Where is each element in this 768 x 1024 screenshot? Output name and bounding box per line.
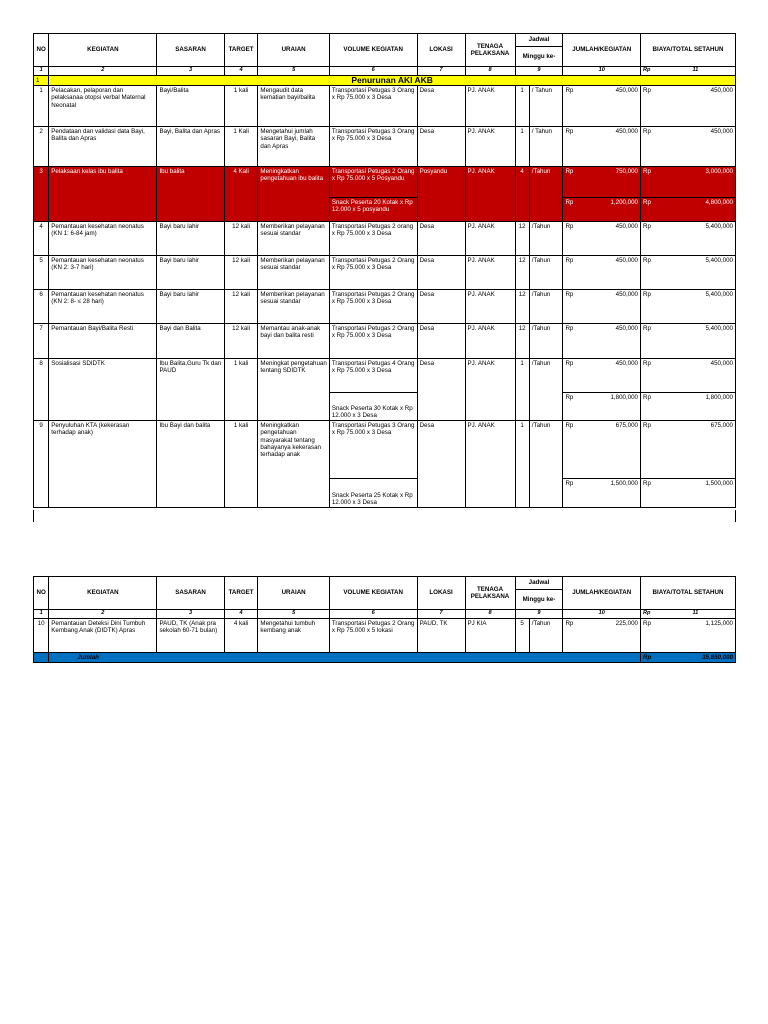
cell-jadwal-count: 5 [515, 619, 529, 653]
cell-rp: Rp [641, 290, 656, 324]
table-row [34, 167, 736, 198]
cell-target: 1 kali [224, 421, 258, 508]
total-label: Jumlah [49, 653, 641, 663]
cell-jumlah: 450,000 [578, 256, 640, 290]
cell-jadwal-unit: /Tahun [529, 324, 563, 359]
section-title: Penurunan AKI AKB [49, 76, 736, 86]
cell-jadwal-count: 1 [515, 421, 529, 508]
header-biaya: BIAYA/TOTAL SETAHUN [641, 577, 736, 610]
index-cell: Rp [641, 67, 656, 76]
cell-tenaga: PJ. ANAK [465, 86, 515, 127]
cell-no: 1 [34, 86, 49, 127]
cell-biaya: 675,000 [656, 421, 736, 479]
index-cell: 4 [224, 610, 258, 619]
table-row [34, 324, 736, 359]
header-lokasi: LOKASI [417, 577, 465, 610]
header-tenaga: TENAGA PELAKSANA [465, 34, 515, 67]
index-cell: Rp [641, 610, 656, 619]
table-row [34, 86, 736, 127]
cell-biaya: 450,000 [656, 86, 736, 127]
cell-jadwal-unit: /Tahun [529, 256, 563, 290]
cell-biaya: 4,800,000 [656, 198, 736, 222]
cell-target: 1 kali [224, 86, 258, 127]
table-border-tail [33, 510, 34, 522]
cell-jumlah: 1,500,000 [578, 479, 640, 508]
table-row [34, 619, 736, 653]
header-uraian: URAIAN [258, 34, 329, 67]
cell-no: 9 [34, 421, 49, 508]
index-cell: 3 [157, 67, 224, 76]
cell-kegiatan: Pendataan dan validasi data Bayi, Balita dan Apras [49, 127, 157, 167]
cell-rp: Rp [641, 256, 656, 290]
section-no: 1 [34, 76, 49, 86]
cell-rp: Rp [563, 222, 578, 256]
cell-rp: Rp [641, 324, 656, 359]
cell-lokasi: Desa [417, 222, 465, 256]
cell-uraian: Meningkat pengetahuan tentang SDIDTK [258, 359, 329, 421]
cell-uraian: Meningkatkan pengetahuan masyarakat tentang bahayanya kekerasan terhadap anak [258, 421, 329, 508]
cell-sasaran: Bayi baru lahir [157, 222, 224, 256]
table-row [34, 222, 736, 256]
index-cell: 2 [49, 67, 157, 76]
cell-rp: Rp [641, 479, 656, 508]
cell-jumlah: 450,000 [578, 324, 640, 359]
cell-uraian: Mengetahui tumbuh kembang anak [258, 619, 329, 653]
cell-tenaga: PJ. ANAK [465, 421, 515, 508]
index-cell: 11 [656, 67, 736, 76]
cell-jumlah: 675,000 [578, 421, 640, 479]
cell-volume: Snack Peserta 20 Kotak x Rp 12.000 x 5 posyandu [329, 198, 417, 222]
index-cell: 7 [417, 610, 465, 619]
cell-jadwal-unit: /Tahun [529, 359, 563, 421]
cell-jadwal-count: 12 [515, 324, 529, 359]
cell-biaya: 3,000,000 [656, 167, 736, 198]
cell-kegiatan: Pemantauan kesehatan neonatus (KN 2: 8- ≤ 28 hari) [49, 290, 157, 324]
cell-rp: Rp [641, 127, 656, 167]
cell-rp: Rp [641, 421, 656, 479]
table-row [34, 421, 736, 479]
cell-uraian: Memberikan pelayanan sesuai standar [258, 290, 329, 324]
cell-uraian: Memberikan pelayanan sesuai standar [258, 222, 329, 256]
cell-jadwal-unit: /Tahun [529, 421, 563, 508]
cell-rp: Rp [563, 421, 578, 479]
index-cell: 2 [49, 610, 157, 619]
index-cell: 3 [157, 610, 224, 619]
cell-target: 1 Kali [224, 127, 258, 167]
cell-volume: Transportasi Petugas 2 orang x Rp 75.000 x 3 Desa [329, 222, 417, 256]
index-cell: 10 [563, 67, 641, 76]
header-minggu: Minggu ke- [515, 47, 563, 67]
header-no: NO [34, 34, 49, 67]
cell-kegiatan: Sosialisasi SDIDTK [49, 359, 157, 421]
index-cell: 10 [563, 610, 641, 619]
cell-volume: Transportasi Petugas 2 Orang x Rp 75.000 x 3 Desa [329, 256, 417, 290]
cell-uraian: Meningkatkan pengetahuan ibu balita [258, 167, 329, 222]
cell-uraian: Memberikan pelayanan sesuai standar [258, 256, 329, 290]
index-cell: 4 [224, 67, 258, 76]
cell-jadwal-unit: /Tahun [529, 167, 563, 222]
cell-lokasi: Desa [417, 421, 465, 508]
cell-lokasi: PAUD, TK [417, 619, 465, 653]
cell-rp: Rp [563, 290, 578, 324]
index-cell: 9 [515, 67, 563, 76]
cell-jumlah: 1,200,000 [578, 198, 640, 222]
header-tenaga: TENAGA PELAKSANA [465, 577, 515, 610]
cell-lokasi: Posyandu [417, 167, 465, 222]
cell-sasaran: Ibu balita [157, 167, 224, 222]
cell-tenaga: PJ. ANAK [465, 359, 515, 421]
cell-biaya: 1,800,000 [656, 393, 736, 421]
cell-jumlah: 225,000 [578, 619, 640, 653]
cell-jumlah: 750,000 [578, 167, 640, 198]
cell-tenaga: PJ. ANAK [465, 256, 515, 290]
index-cell: 6 [329, 67, 417, 76]
cell-rp: Rp [563, 619, 578, 653]
total-row [34, 653, 736, 663]
cell-rp: Rp [641, 198, 656, 222]
cell-no: 2 [34, 127, 49, 167]
cell-rp: Rp [563, 256, 578, 290]
cell-rp: Rp [563, 479, 578, 508]
cell-target: 4 Kali [224, 167, 258, 222]
header-biaya: BIAYA/TOTAL SETAHUN [641, 34, 736, 67]
cell-jumlah: 450,000 [578, 222, 640, 256]
cell-uraian: Memantau anak-anak bayi dan balita resti [258, 324, 329, 359]
cell-kegiatan: Pemantauan kesehatan neonatus (KN 2: 3-7 hari) [49, 256, 157, 290]
cell-lokasi: Desa [417, 324, 465, 359]
cell-rp: Rp [563, 198, 578, 222]
cell-no: 5 [34, 256, 49, 290]
cell-jadwal-unit: /Tahun [529, 290, 563, 324]
header-lokasi: LOKASI [417, 34, 465, 67]
header-no: NO [34, 577, 49, 610]
cell-kegiatan: Pemantauan Bayi/Balita Resti [49, 324, 157, 359]
cell-volume: Transportasi Petugas 3 Orang x Rp 75.000 x 3 Desa [329, 86, 417, 127]
cell-kegiatan: Pelacakan, pelaporan dan pelaksanaa otopsi verbal Maternal Neonatal [49, 86, 157, 127]
cell-sasaran: Bayi, Balita dan Apras [157, 127, 224, 167]
table-row [34, 127, 736, 167]
header-minggu: Minggu ke- [515, 590, 563, 610]
cell-target: 4 kali [224, 619, 258, 653]
total-spacer [34, 653, 49, 663]
cell-volume: Transportasi Petugas 2 Orang x Rp 75.000 x 3 Desa [329, 290, 417, 324]
cell-biaya: 450,000 [656, 359, 736, 393]
cell-rp: Rp [641, 86, 656, 127]
cell-rp: Rp [563, 393, 578, 421]
index-cell: 7 [417, 67, 465, 76]
cell-rp: Rp [563, 86, 578, 127]
cell-lokasi: Desa [417, 127, 465, 167]
header-jadwal: Jadwal [515, 577, 563, 590]
header-sasaran: SASARAN [157, 577, 224, 610]
header-volume: VOLUME KEGIATAN [329, 34, 417, 67]
cell-biaya: 5,400,000 [656, 256, 736, 290]
cell-jumlah: 450,000 [578, 359, 640, 393]
cell-volume: Transportasi Petugas 2 Orang x Rp 75.000 x 3 Desa [329, 324, 417, 359]
cell-jadwal-count: 12 [515, 290, 529, 324]
table-border-tail [735, 510, 736, 522]
cell-jadwal-count: 12 [515, 256, 529, 290]
cell-biaya: 1,125,000 [656, 619, 736, 653]
cell-lokasi: Desa [417, 256, 465, 290]
cell-tenaga: PJ. ANAK [465, 290, 515, 324]
cell-jadwal-unit: /Tahun [529, 619, 563, 653]
cell-biaya: 1,500,000 [656, 479, 736, 508]
index-cell: 6 [329, 610, 417, 619]
cell-jadwal-count: 12 [515, 222, 529, 256]
cell-biaya: 5,400,000 [656, 222, 736, 256]
header-uraian: URAIAN [258, 577, 329, 610]
cell-no: 8 [34, 359, 49, 421]
cell-sasaran: Bayi baru lahir [157, 290, 224, 324]
total-value: 35,850,000 [656, 653, 736, 663]
cell-jumlah: 450,000 [578, 127, 640, 167]
table-row [34, 359, 736, 393]
cell-jadwal-count: 1 [515, 86, 529, 127]
cell-jadwal-unit: / Tahun [529, 86, 563, 127]
cell-volume: Snack Peserta 30 Kotak x Rp 12.000 x 3 Desa [329, 393, 417, 421]
cell-rp: Rp [641, 222, 656, 256]
cell-sasaran: Bayi baru lahir [157, 256, 224, 290]
cell-rp: Rp [563, 127, 578, 167]
index-cell: 8 [465, 610, 515, 619]
cell-biaya: 5,400,000 [656, 324, 736, 359]
cell-volume: Transportasi Petugas 3 Orang x Rp 75.000 x 3 Desa [329, 421, 417, 479]
cell-rp: Rp [641, 619, 656, 653]
cell-kegiatan: Penyuluhan KTA (kekerasan terhadap anak) [49, 421, 157, 508]
cell-tenaga: PJ. ANAK [465, 167, 515, 222]
budget-table-1 [33, 33, 736, 508]
cell-uraian: Mengetahui jumlah sasaran Bayi, Balita dan Apras [258, 127, 329, 167]
cell-kegiatan: Pemantauan kesehatan neonatus (KN 1: 6-84 jam) [49, 222, 157, 256]
cell-no: 6 [34, 290, 49, 324]
cell-jadwal-unit: / Tahun [529, 127, 563, 167]
cell-no: 3 [34, 167, 49, 222]
cell-rp: Rp [641, 393, 656, 421]
cell-target: 12 kali [224, 324, 258, 359]
cell-target: 1 kali [224, 359, 258, 421]
header-target: TARGET [224, 34, 258, 67]
index-cell: 11 [656, 610, 736, 619]
cell-jadwal-count: 1 [515, 359, 529, 421]
cell-volume: Snack Peserta 25 Kotak x Rp 12.000 x 3 Desa [329, 479, 417, 508]
cell-biaya: 5,400,000 [656, 290, 736, 324]
cell-jadwal-count: 1 [515, 127, 529, 167]
cell-no: 10 [34, 619, 49, 653]
cell-no: 7 [34, 324, 49, 359]
cell-jumlah: 1,800,000 [578, 393, 640, 421]
cell-tenaga: PJ KIA [465, 619, 515, 653]
cell-sasaran: Bayi dan Balita [157, 324, 224, 359]
cell-kegiatan: Pemantauan Deteksi Dini Tumbuh Kembang Anak (DIDTK) Apras [49, 619, 157, 653]
index-cell: 1 [34, 610, 49, 619]
index-cell: 1 [34, 67, 49, 76]
header-volume: VOLUME KEGIATAN [329, 577, 417, 610]
header-target: TARGET [224, 577, 258, 610]
cell-biaya: 450,000 [656, 127, 736, 167]
table-row [34, 290, 736, 324]
cell-jadwal-count: 4 [515, 167, 529, 222]
index-cell: 5 [258, 67, 329, 76]
cell-rp: Rp [563, 167, 578, 198]
cell-target: 12 kali [224, 222, 258, 256]
cell-target: 12 kali [224, 256, 258, 290]
table-row [34, 256, 736, 290]
cell-sasaran: Bayi/Balita [157, 86, 224, 127]
cell-lokasi: Desa [417, 86, 465, 127]
cell-lokasi: Desa [417, 359, 465, 421]
header-kegiatan: KEGIATAN [49, 34, 157, 67]
header-sasaran: SASARAN [157, 34, 224, 67]
cell-rp: Rp [563, 324, 578, 359]
header-jumlah: JUMLAH/KEGIATAN [563, 577, 641, 610]
cell-jadwal-unit: /Tahun [529, 222, 563, 256]
cell-volume: Transportasi Petugas 2 Orang x Rp 75.000 x 5 Posyandu [329, 167, 417, 198]
cell-sasaran: Ibu Bayi dan balita [157, 421, 224, 508]
cell-sasaran: Ibu Balita,Guru Tk dan PAUD [157, 359, 224, 421]
budget-table-2 [33, 576, 736, 663]
cell-volume: Transportasi Petugas 4 Orang x Rp 75.000 x 3 Desa [329, 359, 417, 393]
cell-jumlah: 450,000 [578, 290, 640, 324]
cell-tenaga: PJ. ANAK [465, 127, 515, 167]
cell-tenaga: PJ. ANAK [465, 222, 515, 256]
header-kegiatan: KEGIATAN [49, 577, 157, 610]
cell-sasaran: PAUD, TK (Anak pra sekolah 60-71 bulan) [157, 619, 224, 653]
cell-jumlah: 450,000 [578, 86, 640, 127]
cell-tenaga: PJ. ANAK [465, 324, 515, 359]
cell-kegiatan: Pelaksaan kelas ibu balita [49, 167, 157, 222]
cell-uraian: Mengaudit data kematian bayi/balita [258, 86, 329, 127]
cell-rp: Rp [641, 359, 656, 393]
header-jadwal: Jadwal [515, 34, 563, 47]
cell-target: 12 kali [224, 290, 258, 324]
cell-volume: Transportasi Petugas 2 Orang x Rp 75.000 x 5 lokasi [329, 619, 417, 653]
index-cell: 5 [258, 610, 329, 619]
cell-rp: Rp [563, 359, 578, 393]
index-cell: 8 [465, 67, 515, 76]
index-cell: 9 [515, 610, 563, 619]
cell-lokasi: Desa [417, 290, 465, 324]
cell-volume: Transportasi Petugas 3 Orang x Rp 75.000 x 3 Desa [329, 127, 417, 167]
cell-rp: Rp [641, 167, 656, 198]
cell-no: 4 [34, 222, 49, 256]
header-jumlah: JUMLAH/KEGIATAN [563, 34, 641, 67]
total-rp: Rp [641, 653, 656, 663]
